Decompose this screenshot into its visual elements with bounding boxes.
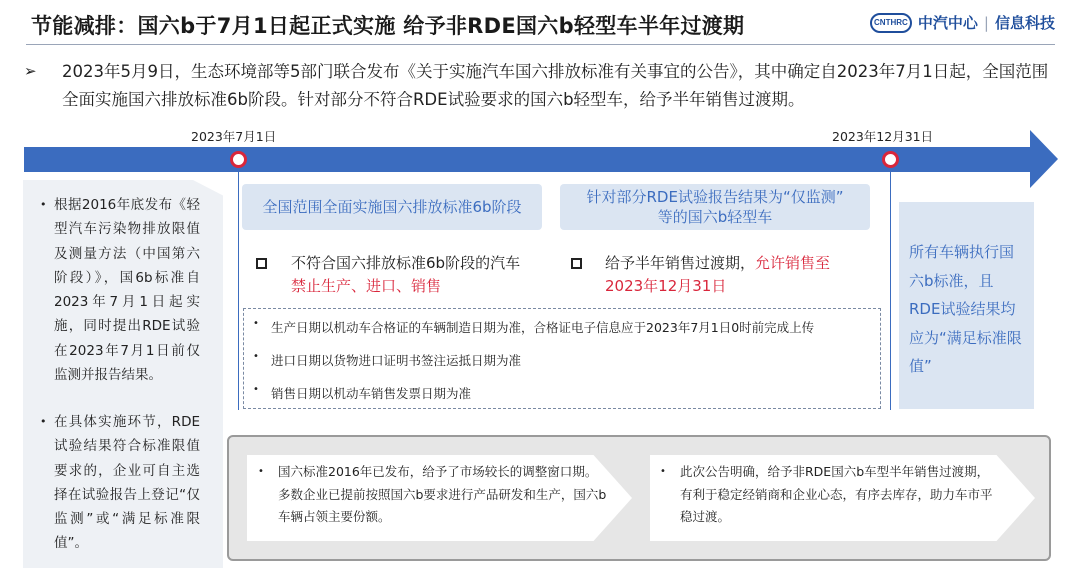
background-item-text: 在具体实施环节，RDE试验结果符合标准限值要求的，企业可自主选择在试验报告上登记“仅监测”或“满足标准限值”。 <box>54 414 200 552</box>
phase2-rule <box>605 252 830 298</box>
phase1-rule-text: 不符合国六排放标准6b阶段的汽车 <box>291 254 521 272</box>
bullet-icon: • <box>253 351 259 362</box>
logo-org: 中汽中心 <box>917 14 978 32</box>
checkbox-icon <box>256 258 267 269</box>
timeline-arrow-head-icon <box>1030 130 1058 188</box>
phase2-rule-emphasis: 允许销售至 <box>755 254 831 272</box>
phase2-rule-text: 给予半年销售过渡期， <box>605 254 756 272</box>
phase1-header <box>242 184 542 230</box>
post-deadline-text: 所有车辆执行国六b标准，且RDE试验结果均应为“满足标准限值” <box>909 243 1022 375</box>
date-definition-text: 进口日期以货物进口证明书签注运抵日期为准 <box>271 353 522 368</box>
date-definition-item <box>253 351 522 369</box>
summary-card-text <box>660 461 1000 529</box>
date-definition-item <box>253 318 815 336</box>
timeline-end-marker-icon <box>882 151 899 168</box>
logo-unit: 信息科技 <box>994 14 1055 32</box>
timeline-end-guide <box>890 168 891 410</box>
checkbox-icon <box>571 258 582 269</box>
bullet-icon: • <box>40 198 47 211</box>
bullet-icon: • <box>258 466 264 477</box>
phase1-rule <box>291 252 520 298</box>
phase2-rule-deadline: 2023年12月31日 <box>605 277 727 295</box>
logo-separator: | <box>983 13 989 32</box>
summary-card-text <box>258 461 608 529</box>
bullet-icon: • <box>253 384 259 395</box>
background-item-text: 根据2016年底发布《轻型汽车污染物排放限值及测量方法（中国第六阶段）》，国6b标准自2023年7月1日起实施，同时提出RDE试验在2023年7月1日前仅监测并报告结果。 <box>54 197 200 384</box>
date-definition-item <box>253 384 472 402</box>
summary-text: 国六标准2016年已发布，给予了市场较长的调整窗口期。多数企业已提前按照国六b要求进行产品研发和生产，国六b车辆占领主要份额。 <box>278 464 607 524</box>
phase2-title-line: 等的国六b轻型车 <box>657 208 773 226</box>
bullet-icon: • <box>660 466 666 477</box>
phase2-title-line: 针对部分RDE试验报告结果为“仅监测” <box>586 188 844 206</box>
timeline-end-date: 2023年12月31日 <box>832 129 934 144</box>
background-item <box>40 410 200 556</box>
timeline-start-date: 2023年7月1日 <box>191 129 277 144</box>
date-definition-text: 销售日期以机动车销售发票日期为准 <box>271 386 472 401</box>
logo-mark-icon: CNTHRC <box>870 13 912 33</box>
timeline-arrow-band <box>24 147 1032 172</box>
background-item <box>40 193 200 387</box>
intro-paragraph: 2023年5月9日，生态环境部等5部门联合发布《关于实施汽车国六排放标准有关事宜的公告》，其中确定自2023年7月1日起，全国范围全面实施国六排放标准6b阶段。针对部分不符合RDE试验要求的国六b轻型车，给予半年销售过渡期。 <box>62 62 1049 109</box>
page-title: 节能减排：国六b于7月1日起正式实施 给予非RDE国六b轻型车半年过渡期 <box>31 14 745 38</box>
header-divider <box>26 44 1055 45</box>
company-logo <box>870 12 1055 33</box>
intro-bullet-icon: ➢ <box>24 62 37 80</box>
date-definition-text: 生产日期以机动车合格证的车辆制造日期为准，合格证电子信息应于2023年7月1日0时前完成上传 <box>271 320 815 335</box>
bullet-icon: • <box>40 415 47 428</box>
phase1-rule-emphasis: 禁止生产、进口、销售 <box>291 277 442 295</box>
timeline-start-guide <box>238 168 239 410</box>
bullet-icon: • <box>253 318 259 329</box>
phase1-title: 全国范围全面实施国六排放标准6b阶段 <box>262 198 522 216</box>
timeline-start-marker-icon <box>230 151 247 168</box>
phase2-header <box>560 184 870 230</box>
summary-text: 此次公告明确，给予非RDE国六b车型半年销售过渡期，有利于稳定经销商和企业心态，有序去库存，助力车市平稳过渡。 <box>680 464 993 524</box>
